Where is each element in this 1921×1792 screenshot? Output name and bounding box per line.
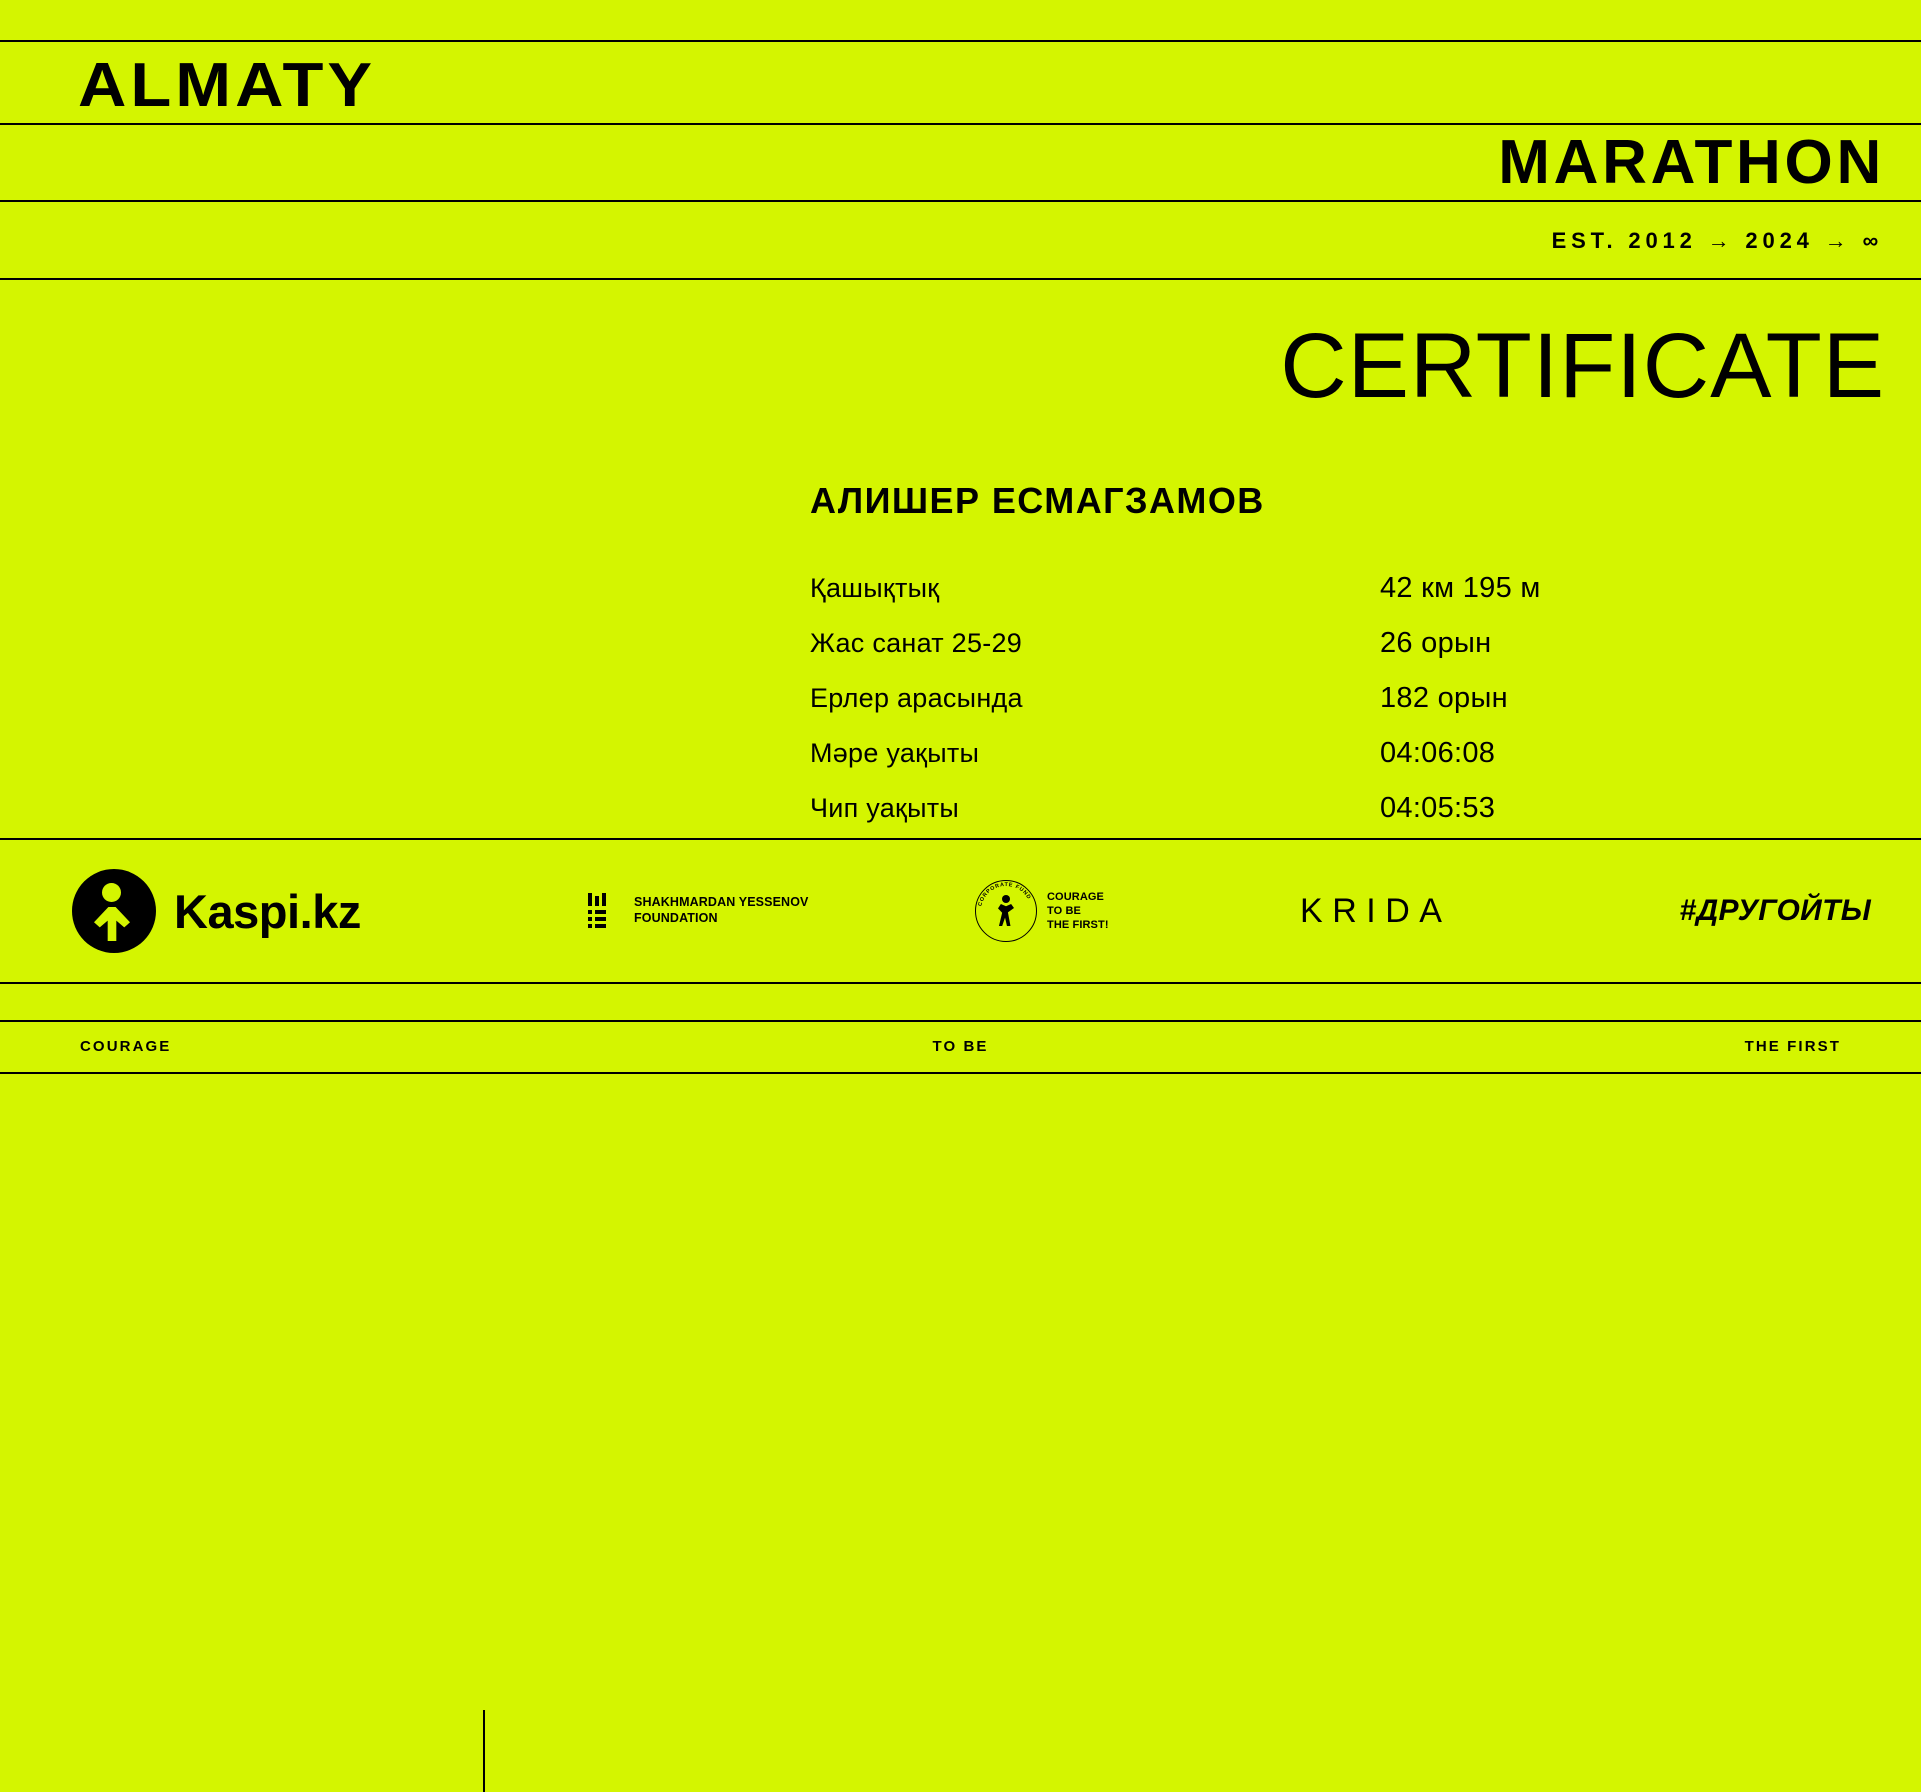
result-label: Жас санат 25-29: [810, 628, 1023, 658]
sponsor-corporate-fund: [975, 840, 1109, 982]
sponsor-strip: [0, 840, 1921, 982]
result-value: 42 км 195 м: [1380, 572, 1541, 604]
results-table: [810, 572, 1810, 847]
sponsor-drugoity: [1680, 840, 1872, 982]
result-value: 04:05:53: [1380, 792, 1496, 824]
table-row: [810, 627, 1810, 682]
kaspi-wordmark: Kaspi.kz: [174, 884, 361, 938]
sponsor-krida: [1300, 840, 1452, 982]
fund-line1: COURAGE: [1047, 890, 1104, 903]
result-value: 26 орын: [1380, 627, 1492, 659]
table-row: [810, 792, 1810, 847]
divider-rule-under-header: [0, 278, 1921, 280]
sponsor-kaspi: [72, 840, 361, 982]
result-value: 04:06:08: [1380, 737, 1496, 769]
divider-rule-below-sponsors: [0, 982, 1921, 984]
yessenov-logo-icon: [588, 893, 622, 929]
brand-marathon: MARATHON: [1498, 128, 1885, 197]
drugoity-wordmark: #ДРУГОЙТЫ: [1679, 894, 1871, 927]
table-row: [810, 572, 1810, 627]
fund-line2: TO BE: [1047, 904, 1081, 917]
footer-left: COURAGE: [80, 1038, 172, 1055]
kaspi-logo-icon: [72, 869, 156, 953]
table-row: [810, 682, 1810, 737]
established-years: EST. 2012 → 2024 → ∞: [1551, 228, 1883, 253]
result-value: 182 орын: [1380, 682, 1508, 714]
corporate-fund-seal-icon: [975, 880, 1037, 942]
page-title: CERTIFICATE: [1280, 315, 1885, 417]
fund-line3: THE FIRST!: [1047, 919, 1109, 932]
yessenov-line1: SHAKHMARDAN YESSENOV: [634, 895, 809, 910]
result-label: Мәре уақыты: [810, 738, 980, 768]
table-row: [810, 737, 1810, 792]
athlete-name: АЛИШЕР ЕСМАГЗАМОВ: [810, 480, 1265, 521]
svg-text:CORPORATE FUND: CORPORATE FUND: [977, 881, 1032, 907]
krida-wordmark: KRIDA: [1300, 891, 1452, 930]
yessenov-line2: FOUNDATION: [634, 911, 718, 925]
header: [0, 0, 1921, 278]
result-label: Чип уақыты: [810, 793, 960, 823]
corporate-fund-wordmark: [1047, 890, 1109, 933]
result-label: Ерлер арасында: [810, 683, 1023, 713]
footer-slogan: [0, 1022, 1921, 1072]
footer-right: THE FIRST: [1744, 1038, 1841, 1055]
yessenov-wordmark: [634, 895, 809, 926]
brand-almaty: ALMATY: [78, 51, 377, 120]
footer-center: TO BE: [932, 1038, 989, 1055]
result-label: Қашықтық: [810, 573, 940, 603]
sponsor-yessenov: [588, 840, 809, 982]
sponsor-divider: [483, 1710, 485, 1792]
divider-rule-bottom: [0, 1072, 1921, 1074]
